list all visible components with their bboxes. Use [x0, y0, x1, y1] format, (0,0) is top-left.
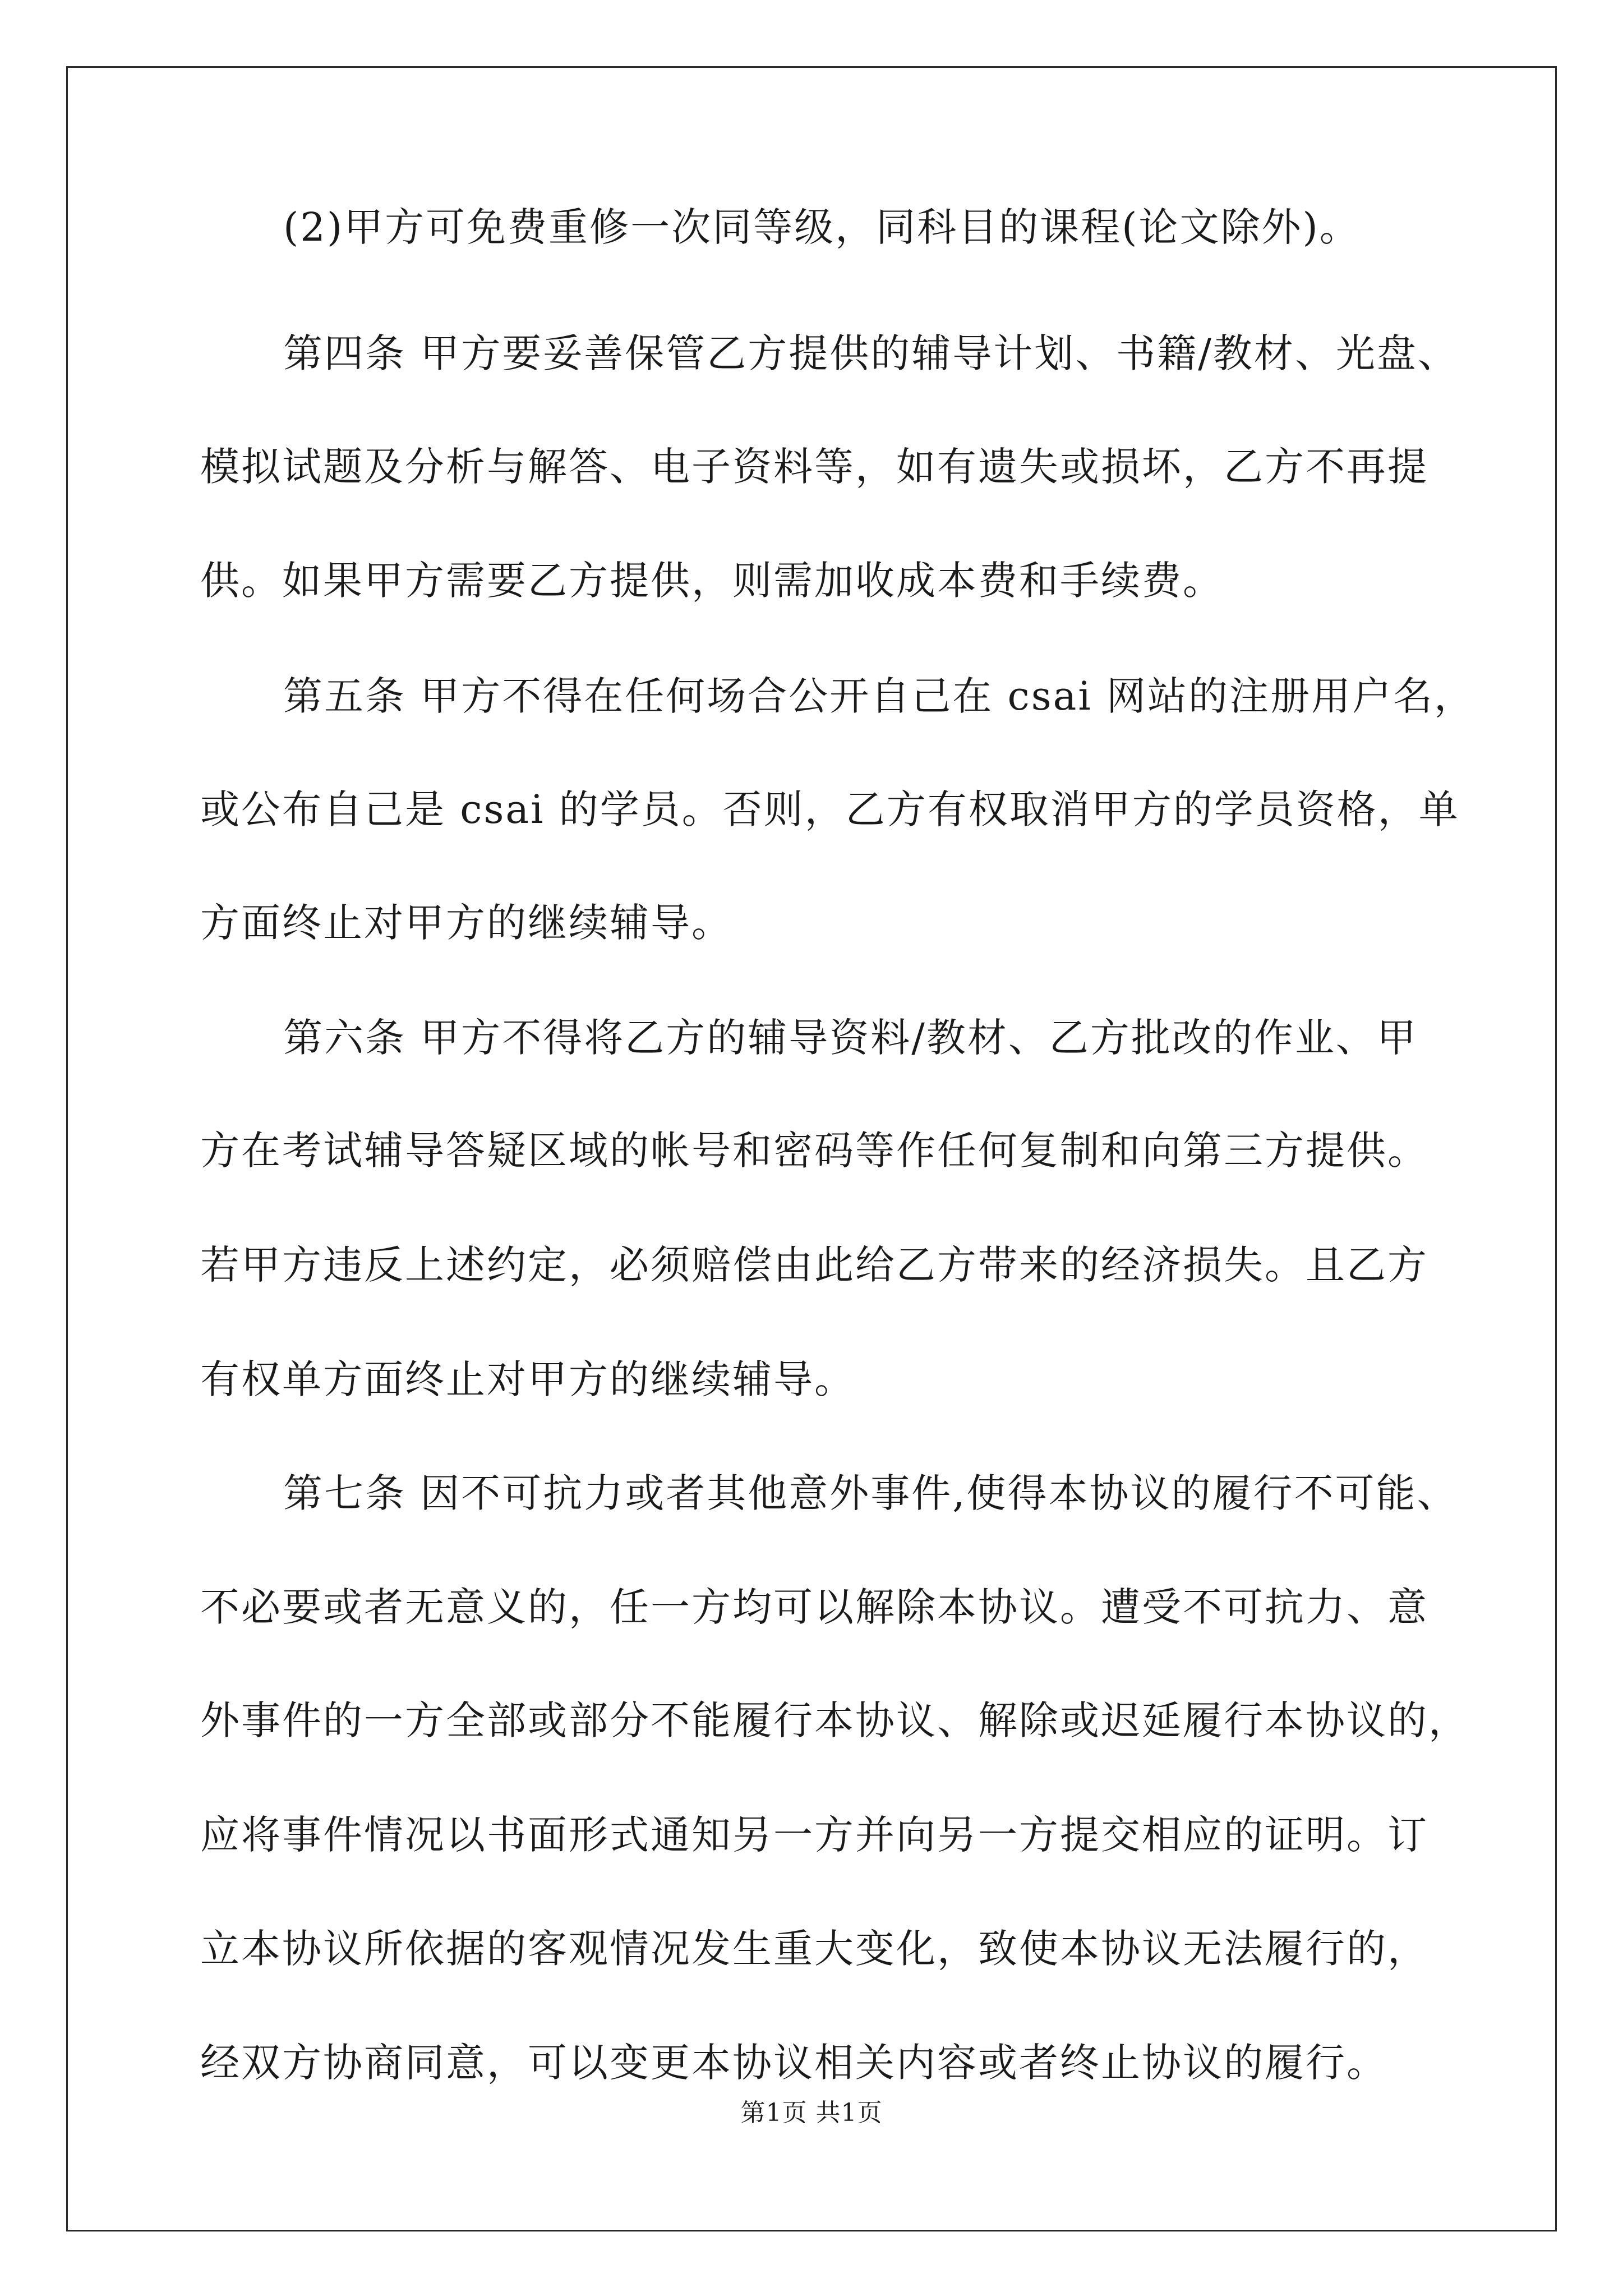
text-line: 第七条 因不可抗力或者其他意外事件,使得本协议的履行不可能、: [283, 1470, 1458, 1516]
text-line: 第六条 甲方不得将乙方的辅导资料/教材、乙方批改的作业、甲: [283, 1015, 1418, 1061]
text-line: 立本协议所依据的客观情况发生重大变化，致使本协议无法履行的，: [200, 1926, 1428, 1972]
text-line: 供。如果甲方需要乙方提供，则需加收成本费和手续费。: [200, 558, 1224, 604]
text-line: 不必要或者无意义的，任一方均可以解除本协议。遭受不可抗力、意: [200, 1584, 1428, 1630]
text-line: 若甲方违反上述约定，必须赔偿由此给乙方带来的经济损失。且乙方: [200, 1242, 1428, 1288]
text-line: 外事件的一方全部或部分不能履行本协议、解除或迟延履行本协议的，: [200, 1697, 1469, 1743]
text-line: 或公布自己是 csai 的学员。否则，乙方有权取消甲方的学员资格，单: [200, 786, 1460, 832]
text-line: 方在考试辅导答疑区域的帐号和密码等作任何复制和向第三方提供。: [200, 1128, 1428, 1174]
text-line: 有权单方面终止对甲方的继续辅导。: [200, 1356, 855, 1402]
text-line: 第五条 甲方不得在任何场合公开自己在 csai 网站的注册用户名，: [283, 673, 1475, 719]
text-line: 模拟试题及分析与解答、电子资料等，如有遗失或损坏，乙方不再提: [200, 444, 1428, 490]
text-line: 第四条 甲方要妥善保管乙方提供的辅导计划、书籍/教材、光盘、: [283, 330, 1459, 376]
text-line: 应将事件情况以书面形式通知另一方并向另一方提交相应的证明。订: [200, 1812, 1428, 1858]
text-line: 方面终止对甲方的继续辅导。: [200, 900, 732, 946]
page-footer: 第1页 共1页: [740, 2099, 883, 2127]
text-line: 经双方协商同意，可以变更本协议相关内容或者终止协议的履行。: [200, 2040, 1387, 2086]
text-line: (2)甲方可免费重修一次同等级，同科目的课程(论文除外)。: [283, 204, 1361, 250]
